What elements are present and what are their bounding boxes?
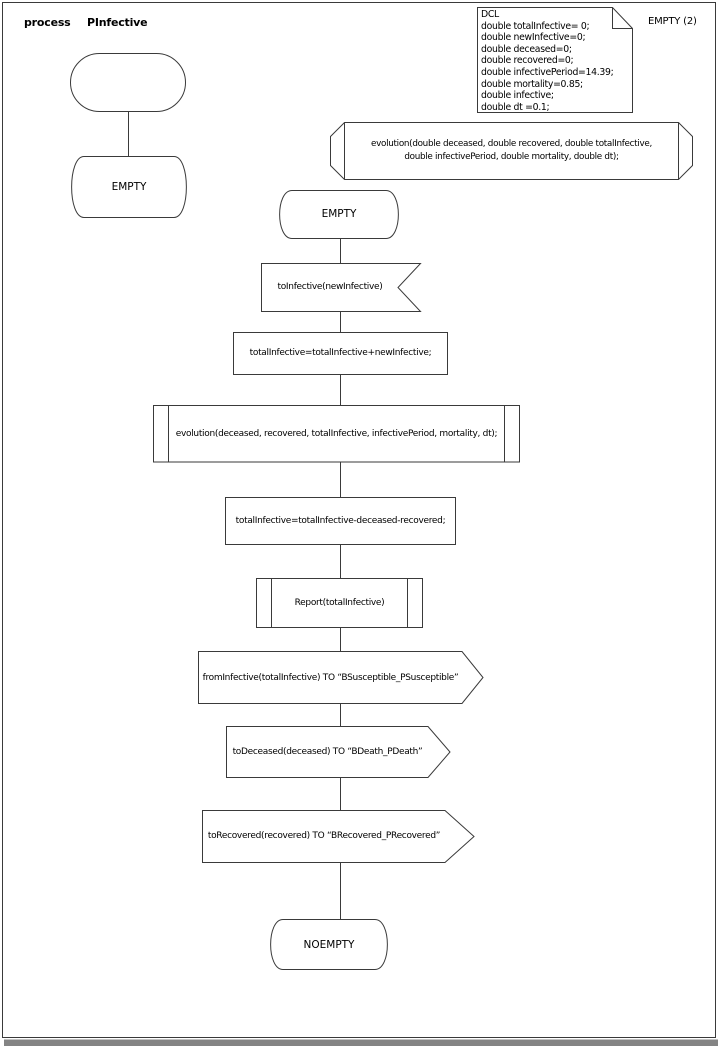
dcl-line: double recovered=0; bbox=[481, 55, 574, 67]
task-subtract-label: totalInfective=totalInfective-deceased-recovered; bbox=[235, 515, 446, 526]
output-todeceased-label: toDeceased(deceased) TO “BDeath_PDeath” bbox=[232, 746, 423, 757]
page-bottom-shadow bbox=[4, 1040, 718, 1047]
input-toinfective-label: toInfective(newInfective) bbox=[277, 282, 383, 292]
dcl-line: double totalInfective= 0; bbox=[481, 20, 590, 32]
procedure-report-label: Report(totalInfective) bbox=[294, 598, 385, 608]
dcl-line: double infectivePeriod=14.39; bbox=[481, 66, 614, 78]
dcl-line: double dt =0.1; bbox=[481, 101, 550, 113]
dcl-line: double infective; bbox=[481, 90, 554, 102]
procedure-declaration-text bbox=[345, 122, 678, 180]
process-kind-label: process bbox=[24, 16, 71, 29]
start-state-shape bbox=[71, 54, 186, 112]
output-frominfective-label: fromInfective(totalInfective) TO “BSusceptible_PSusceptible” bbox=[202, 672, 459, 683]
page-number-label: EMPTY (2) bbox=[648, 16, 697, 27]
procedure-evolution-label: evolution(deceased, recovered, totalInfective, infectivePeriod, mortality, dt); bbox=[175, 428, 498, 439]
process-name-label: PInfective bbox=[87, 16, 148, 29]
output-torecovered-label: toRecovered(recovered) TO “BRecovered_PRecovered” bbox=[207, 831, 441, 841]
dcl-line: double mortality=0.85; bbox=[481, 78, 583, 90]
state-empty-label: EMPTY bbox=[321, 208, 357, 220]
procedure-declaration-line2: double infectivePeriod, double mortality, double dt); bbox=[404, 152, 619, 162]
dcl-line: double newInfective=0; bbox=[481, 32, 586, 44]
dcl-line: DCL bbox=[481, 9, 499, 20]
procedure-declaration-line1: evolution(double deceased, double recovered, double totalInfective, bbox=[371, 139, 652, 149]
dcl-line: double deceased=0; bbox=[481, 43, 572, 55]
task-add-label: totalInfective=totalInfective+newInfective; bbox=[249, 348, 432, 358]
dcl-text-block bbox=[481, 9, 631, 113]
state-empty-left-label: EMPTY bbox=[111, 180, 147, 193]
state-noempty-label: NOEMPTY bbox=[303, 938, 355, 951]
